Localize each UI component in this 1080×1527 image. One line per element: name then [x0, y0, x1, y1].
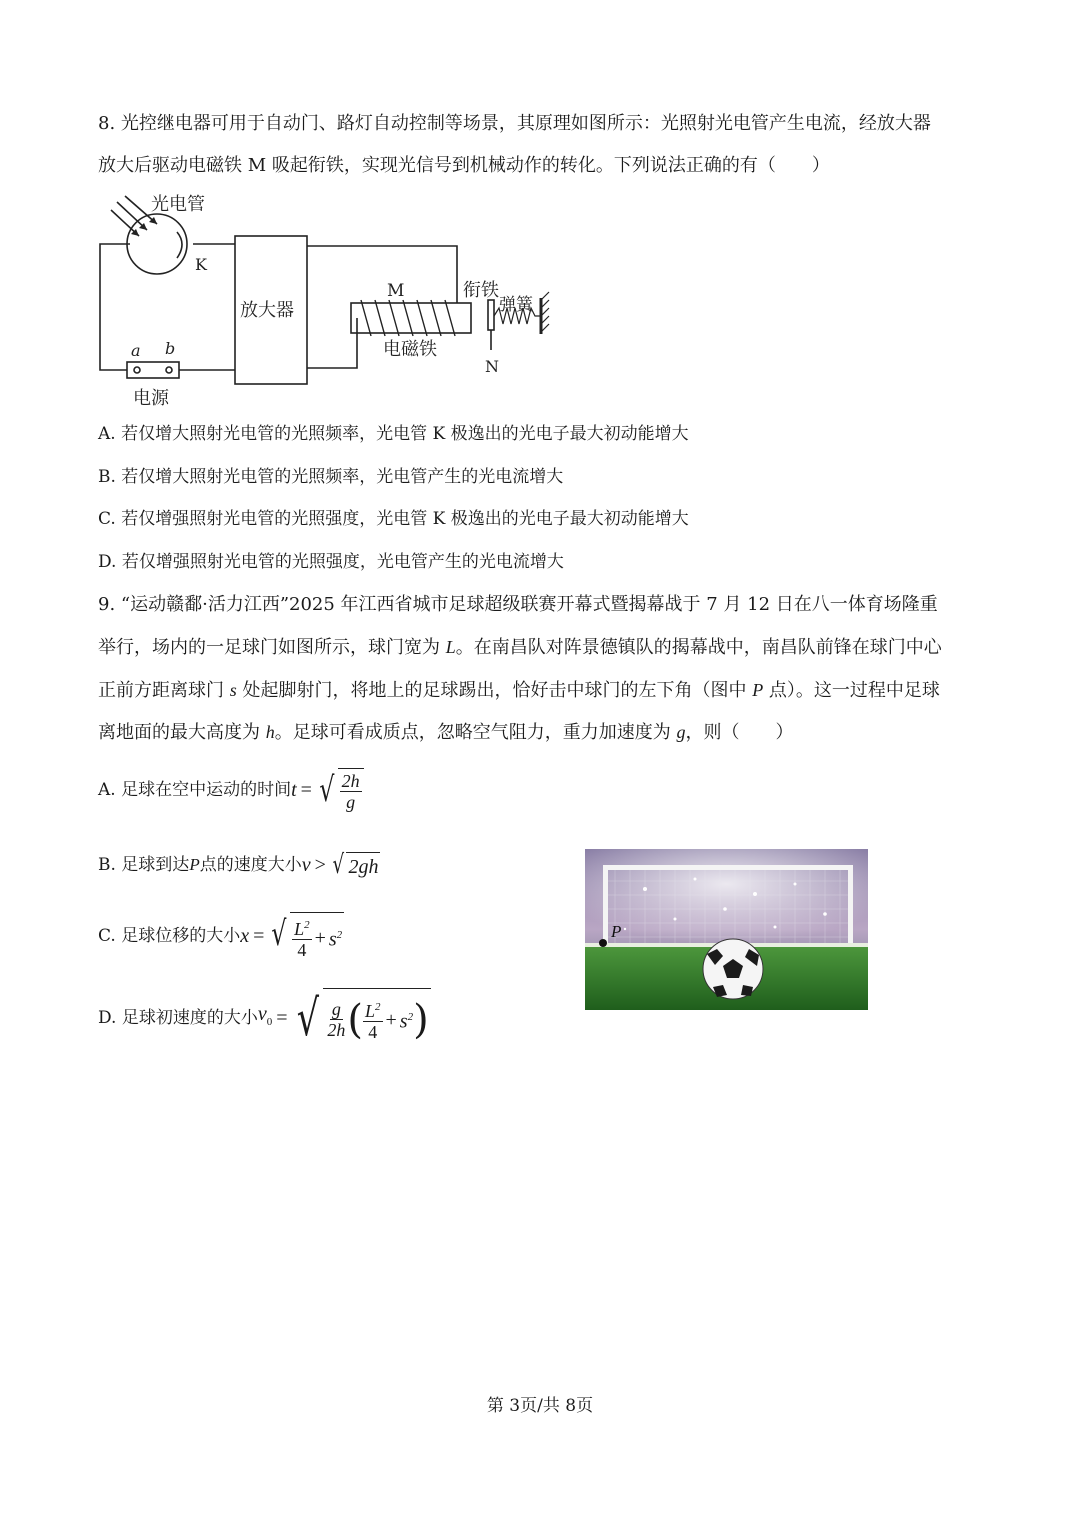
q8-option-a: A. 若仅增大照射光电管的光照频率，光电管 K 极逸出的光电子最大初动能增大	[98, 424, 689, 444]
formula-a: t	[291, 779, 297, 801]
spring-label: 弹簧	[499, 295, 533, 315]
q9-option-c: C. 足球位移的大小 x = √ $\frac{L^2}{4}$ + $s^2$	[98, 914, 343, 960]
q9-stem-line-4: 离地面的最大高度为 h。足球可看成质点，忽略空气阻力，重力加速度为 g，则（ ）	[98, 722, 794, 743]
point-p-label: P	[611, 922, 622, 941]
soccer-goal-photo	[585, 849, 868, 1010]
terminal-a-label: a	[131, 341, 141, 360]
formula-d: $v_0$	[257, 1003, 273, 1028]
armature-label: 衔铁	[463, 280, 499, 301]
electromagnet-label: 电磁铁	[383, 339, 437, 360]
amplifier-label: 放大器	[240, 300, 294, 321]
q8-option-c: C. 若仅增强照射光电管的光照强度，光电管 K 极逸出的光电子最大初动能增大	[98, 509, 689, 529]
q9-option-a: A. 足球在空中运动的时间 t = √ $\frac{2h}{g}$	[98, 768, 364, 812]
m-label: M	[387, 281, 405, 301]
formula-b: v	[301, 854, 311, 876]
k-electrode-label: K	[195, 255, 207, 274]
terminal-b-label: b	[165, 339, 176, 358]
photoelectric-relay-circuit-diagram	[95, 188, 565, 413]
q9-stem-line-3: 正前方距离球门 s 处起脚射门，将地上的足球踢出，恰好击中球门的左下角（图中 P 点）。这一过程中足球	[98, 680, 940, 701]
q8-option-b: B. 若仅增大照射光电管的光照频率，光电管产生的光电流增大	[98, 467, 564, 487]
page-footer: 第 3页/共 8页	[486, 1396, 594, 1416]
n-label: N	[485, 357, 499, 376]
q9-stem-line-1: 9. “运动赣鄱·活力江西”2025 年江西省城市足球超级联赛开幕式暨揭幕战于 7 月 12 日在八一体育场隆重	[98, 594, 938, 615]
formula-c: x	[240, 925, 250, 947]
q9-option-b: B. 足球到达 P 点的速度大小 v > √ 2gh	[98, 850, 379, 880]
q9-stem-line-2: 举行，场内的一足球门如图所示，球门宽为 L。在南昌队对阵景德镇队的揭幕战中，南昌队前锋在球门中心	[98, 637, 942, 658]
q9-option-d: D. 足球初速度的大小 $v_0$ = √ $\frac{g}{2h}$ ( $\frac{L^2}{4}$ + $s^2$ )	[98, 989, 429, 1047]
q8-stem-line-2: 放大后驱动电磁铁 M 吸起衔铁，实现光信号到机械动作的转化。下列说法正确的有（ ）	[98, 155, 830, 176]
power-source-label: 电源	[133, 388, 169, 409]
phototube-label: 光电管	[151, 194, 205, 215]
q8-stem-line-1: 8. 光控继电器可用于自动门、路灯自动控制等场景，其原理如图所示：光照射光电管产生电流，经放大器	[98, 113, 931, 134]
q8-option-d: D. 若仅增强照射光电管的光照强度，光电管产生的光电流增大	[98, 552, 564, 572]
